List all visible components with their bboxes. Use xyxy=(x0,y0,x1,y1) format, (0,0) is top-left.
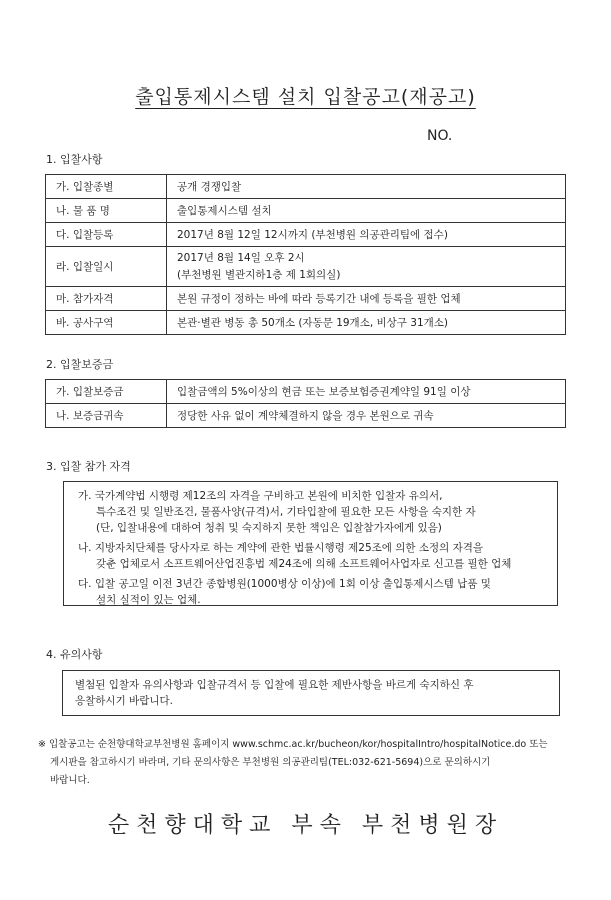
footnote-line: ※ 입찰공고는 순천향대학교부천병원 홈페이지 www.schmc.ac.kr/bucheon/kor/hospitalIntro/hospitalNotice.do 또는 xyxy=(38,739,548,750)
footnote-line: 바랍니다. xyxy=(50,775,90,786)
row-value: 본관·별관 병동 총 50개소 (자동문 19개소, 비상구 31개소) xyxy=(167,311,566,335)
list-item-line: 다. 입찰 공고일 이전 3년간 종합병원(1000병상 이상)에 1회 이상 출입통제시스템 납품 및 xyxy=(78,578,491,590)
section-1-table xyxy=(45,174,566,335)
table-row xyxy=(46,311,566,335)
list-item-line: 가. 국가계약법 시행령 제12조의 자격을 구비하고 본원에 비치한 입찰자 유의서, xyxy=(78,490,443,502)
table-row xyxy=(46,380,566,404)
table-row xyxy=(46,404,566,428)
row-value: 정당한 사유 없이 계약체결하지 않을 경우 본원으로 귀속 xyxy=(167,404,566,428)
row-key: 라. 입찰일시 xyxy=(46,247,167,287)
section-4-box xyxy=(62,670,560,716)
section-3-heading: 3. 입찰 참가 자격 xyxy=(46,460,131,473)
row-key: 다. 입찰등록 xyxy=(46,223,167,247)
row-value: 입찰금액의 5%이상의 현금 또는 보증보험증권계약일 91일 이상 xyxy=(167,380,566,404)
list-item-line: 갖춘 업체로서 소프트웨어산업진흥법 제24조에 의해 소프트웨어사업자로 신고를 필한 업체 xyxy=(96,558,512,570)
list-item xyxy=(78,540,557,572)
row-value: 본원 규정이 정하는 바에 따라 등록기간 내에 등록을 필한 업체 xyxy=(167,287,566,311)
list-item-line: 나. 지방자치단체를 당사자로 하는 계약에 관한 법률시행령 제25조에 의한 소정의 자격을 xyxy=(78,542,484,554)
row-value: 공개 경쟁입찰 xyxy=(167,175,566,199)
table-row xyxy=(46,287,566,311)
row-value-line: (부천병원 별관지하1층 제 1회의실) xyxy=(177,268,341,281)
row-key: 나. 물 품 명 xyxy=(46,199,167,223)
document-title-text: 출입통제시스템 설치 입찰공고(재공고) xyxy=(135,86,476,108)
section-4-heading: 4. 유의사항 xyxy=(46,648,103,661)
list-item-line: (단, 입찰내용에 대하여 청취 및 숙지하지 못한 책임은 입찰참가자에게 있음) xyxy=(96,522,442,534)
row-key: 가. 입찰보증금 xyxy=(46,380,167,404)
row-value: 2017년 8월 12일 12시까지 (부천병원 의공관리팀에 접수) xyxy=(167,223,566,247)
row-value xyxy=(167,247,566,287)
issuer-signature: 순천향대학교 부속 부천병원장 xyxy=(107,813,504,838)
section-2-heading: 2. 입찰보증금 xyxy=(46,358,114,371)
footnote-line: 게시판을 참고하시기 바라며, 기타 문의사항은 부천병원 의공관리팀(TEL:032-621-5694)으로 문의하시기 xyxy=(50,757,491,768)
row-value-line: 2017년 8월 14일 오후 2시 xyxy=(177,251,305,264)
list-item-line: 설치 실적이 있는 업체. xyxy=(96,594,201,606)
list-item xyxy=(78,576,557,608)
table-row xyxy=(46,247,566,287)
table-row xyxy=(46,175,566,199)
doc-number-label: NO. xyxy=(427,128,453,144)
table-row xyxy=(46,199,566,223)
row-key: 마. 참가자격 xyxy=(46,287,167,311)
section-2-table xyxy=(45,379,566,428)
notice-line: 별첨된 입찰자 유의사항과 입찰규격서 등 입찰에 필요한 제반사항을 바르게 숙지하신 후 xyxy=(75,679,474,691)
row-value: 출입통제시스템 설치 xyxy=(167,199,566,223)
table-row xyxy=(46,223,566,247)
row-key: 바. 공사구역 xyxy=(46,311,167,335)
row-key: 나. 보증금귀속 xyxy=(46,404,167,428)
section-1-heading: 1. 입찰사항 xyxy=(46,153,103,166)
list-item-line: 특수조건 및 일반조건, 물품사양(규격)서, 기타입찰에 필요한 모든 사항을 숙지한 자 xyxy=(96,506,476,518)
notice-line: 응찰하시기 바랍니다. xyxy=(75,695,173,707)
document-title xyxy=(0,82,611,109)
section-3-box xyxy=(63,481,558,606)
list-item xyxy=(78,488,557,536)
row-key: 가. 입찰종별 xyxy=(46,175,167,199)
footnote xyxy=(38,736,578,790)
